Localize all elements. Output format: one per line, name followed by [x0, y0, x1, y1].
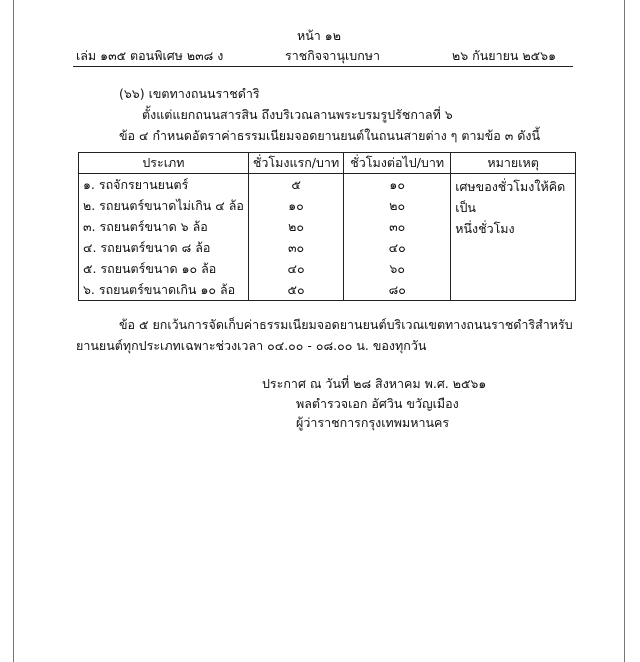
page-number: หน้า ๑๒	[297, 28, 341, 43]
table-header-row	[79, 153, 576, 174]
cell-next-hour: ๒๐	[344, 195, 451, 216]
cell-first-hour: ๒๐	[248, 216, 343, 237]
header-rule	[73, 66, 573, 67]
parking-rate-table	[78, 152, 576, 301]
cell-type: ๕. รถยนตร์ขนาด ๑๐ ล้อ	[79, 258, 249, 279]
cell-first-hour: ๕	[248, 174, 343, 196]
col-header-first-hour: ชั่วโมงแรก/บาท	[248, 153, 343, 174]
cell-next-hour: ๘๐	[344, 279, 451, 301]
gazette-date: ๒๖ กันยายน ๒๕๖๑	[452, 48, 557, 63]
signatory-name: พลตำรวจเอก อัศวิน ขวัญเมือง	[296, 396, 459, 411]
clause-5-line-1: ข้อ ๕ ยกเว้นการจัดเก็บค่าธรรมเนียมจอดยานยนต์บริเวณเขตทางถนนราชดำริสำหรับ	[119, 317, 573, 332]
cell-next-hour: ๓๐	[344, 216, 451, 237]
gazette-title: ราชกิจจานุเบกษา	[285, 48, 381, 63]
cell-first-hour: ๕๐	[248, 279, 343, 301]
cell-next-hour: ๔๐	[344, 237, 451, 258]
cell-first-hour: ๓๐	[248, 237, 343, 258]
cell-type: ๖. รถยนตร์ขนาดเกิน ๑๐ ล้อ	[79, 279, 249, 301]
gazette-volume: เล่ม ๑๓๕ ตอนพิเศษ ๒๓๘ ง	[76, 48, 224, 63]
col-header-type: ประเภท	[79, 153, 249, 174]
table-row	[79, 174, 576, 196]
signatory-position: ผู้ว่าราชการกรุงเทพมหานคร	[296, 415, 450, 430]
cell-type: ๒. รถยนตร์ขนาดไม่เกิน ๔ ล้อ	[79, 195, 249, 216]
item-range: ตั้งแต่แยกถนนสารสิน ถึงบริเวณลานพระบรมรูปรัชกาลที่ ๖	[142, 107, 453, 122]
cell-first-hour: ๔๐	[248, 258, 343, 279]
col-header-next-hour: ชั่วโมงต่อไป/บาท	[344, 153, 451, 174]
cell-type: ๔. รถยนตร์ขนาด ๘ ล้อ	[79, 237, 249, 258]
remark-line-1: เศษของชั่วโมงให้คิดเป็น	[455, 179, 566, 215]
cell-remark	[451, 174, 576, 301]
cell-next-hour: ๑๐	[344, 174, 451, 196]
item-heading: (๖๖) เขตทางถนนราชดำริ	[119, 86, 260, 101]
clause-4: ข้อ ๔ กำหนดอัตราค่าธรรมเนียมจอดยานยนต์ในถนนสายต่าง ๆ ตามข้อ ๓ ดังนี้	[119, 128, 541, 143]
cell-first-hour: ๑๐	[248, 195, 343, 216]
announcement-date: ประกาศ ณ วันที่ ๒๘ สิงหาคม พ.ศ. ๒๕๖๑	[262, 376, 487, 391]
cell-type: ๓. รถยนตร์ขนาด ๖ ล้อ	[79, 216, 249, 237]
cell-next-hour: ๖๐	[344, 258, 451, 279]
clause-5-line-2: ยานยนต์ทุกประเภทเฉพาะช่วงเวลา ๐๔.๐๐ - ๐๘.๐๐ น. ของทุกวัน	[76, 338, 427, 353]
remark-line-2: หนึ่งชั่วโมง	[455, 221, 515, 236]
col-header-remark: หมายเหตุ	[451, 153, 576, 174]
cell-type: ๑. รถจักรยานยนตร์	[79, 174, 249, 196]
